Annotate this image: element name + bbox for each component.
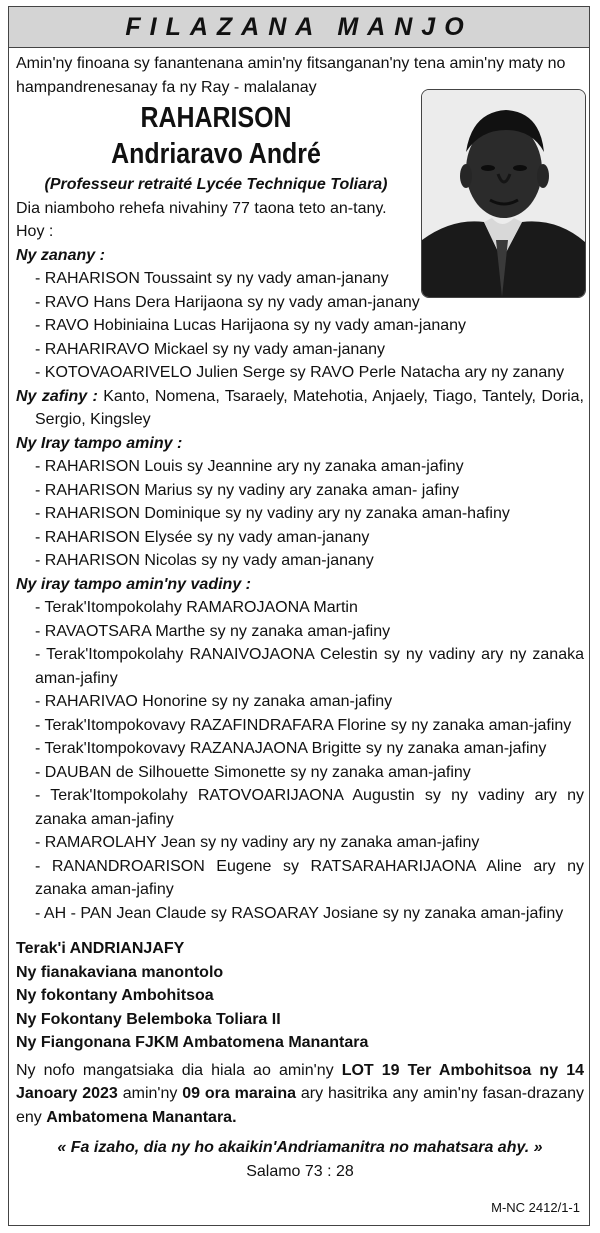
burial-text: Ny nofo mangatsiaka dia hiala ao amin'ny <box>16 1061 342 1079</box>
burial-text: amin'ny <box>117 1085 183 1102</box>
list-item: - DAUBAN de Silhouette Simonette sy ny zanaka aman-jafiny <box>35 763 471 781</box>
list-item: - RAHARISON Dominique sy ny vadiny ary ny zanaka aman-hafiny <box>35 505 510 522</box>
notice-header <box>9 7 589 48</box>
list-item: - RAHARISON Nicolas sy ny vady aman-janany <box>35 552 374 569</box>
list-item: - RAVO Hobiniaina Lucas Harijaona sy ny vady aman-janany <box>35 317 467 334</box>
siblings-heading: Ny Iray tampo aminy : <box>16 434 183 452</box>
list-item: - KOTOVAOARIVELO Julien Serge sy RAVO Perle Natacha ary ny zanany <box>35 364 565 381</box>
community-line: Ny Fiangonana FJKM Ambatomena Manantara <box>16 1034 369 1051</box>
burial-time: 09 ora maraina <box>182 1085 297 1102</box>
grandchildren-heading: Ny zafiny : <box>16 387 98 405</box>
community-line: Ny Fokontany Belemboka Toliara II <box>16 1010 281 1028</box>
deceased-given-names: Andriaravo André <box>111 138 321 170</box>
notice-body <box>16 52 584 1183</box>
list-item: - RAMAROLAHY Jean sy ny vadiny ary ny zanaka aman-jafiny <box>35 834 480 851</box>
list-item: - RAHARISON Marius sy ny vadiny ary zanaka aman- jafiny <box>35 481 460 499</box>
list-item: - RAVO Hans Dera Harijaona sy ny vady aman-janany <box>35 293 420 311</box>
community-line: Ny fokontany Ambohitsoa <box>16 987 214 1004</box>
spouse-siblings-heading: Ny iray tampo amin'ny vadiny : <box>16 575 251 593</box>
list-item: - Terak'Itompokolahy RAMAROJAONA Martin <box>35 599 358 616</box>
hoy-label: Hoy : <box>16 223 54 240</box>
burial-paragraph <box>16 1059 584 1130</box>
bible-verse: Salamo 73 : 28 <box>246 1162 354 1180</box>
list-item: - RAHARISON Louis sy Jeannine ary ny zanaka aman-jafiny <box>35 458 464 475</box>
list-item: - RAVAOTSARA Marthe sy ny zanaka aman-jafiny <box>35 622 391 640</box>
grandchildren-paragraph <box>16 385 584 432</box>
burial-text: ary hasitrika any amin'ny fasan-drazany eny <box>16 1085 585 1126</box>
reference-code: M-NC 2412/1-1 <box>491 1200 580 1215</box>
burial-location: LOT 19 Ter Ambohitsoa ny 14 Janoary 2023 <box>16 1061 584 1102</box>
bible-quote: « Fa izaho, dia ny ho akaikin'Andriamanitra no mahatsara ahy. » <box>57 1139 543 1156</box>
deceased-surname: RAHARISON <box>140 102 292 134</box>
children-heading: Ny zanany : <box>16 246 105 264</box>
list-item: - RAHARIRAVO Mickael sy ny vady aman-janany <box>35 340 386 358</box>
list-item: - Terak'Itompokovavy RAZANAJAONA Brigitte sy ny zanaka aman-jafiny <box>35 740 547 757</box>
death-notice: Dia niamboho rehefa nivahiny 77 taona teto an-tany. <box>16 199 387 217</box>
list-item: - RANANDROARISON Eugene sy RATSARAHARIJAONA Aline ary ny zanaka aman-jafiny <box>35 857 584 898</box>
deceased-title: (Professeur retraité Lycée Technique Toliara) <box>44 176 388 193</box>
burial-place: Ambatomena Manantara. <box>46 1108 237 1126</box>
list-item: - Terak'Itompokovavy RAZAFINDRAFARA Florine sy ny zanaka aman-jafiny <box>35 716 572 734</box>
notice-title: FILAZANA MANJO <box>125 13 473 41</box>
list-item: - RAHARISON Toussaint sy ny vady aman-janany <box>35 270 389 287</box>
list-item: - RAHARISON Elysée sy ny vady aman-janany <box>35 528 370 546</box>
intro-text: Amin'ny finoana sy fanantenana amin'ny fitsanganan'ny tena amin'ny maty no hampandrenesanay fa ny Ray - malalanay <box>16 55 566 96</box>
list-item: - Terak'Itompokolahy RANAIVOJAONA Celestin sy ny vadiny ary ny zanaka aman-jafiny <box>35 646 584 687</box>
section-gap <box>16 925 584 937</box>
list-item: - AH - PAN Jean Claude sy RASOARAY Josiane sy ny zanaka aman-jafiny <box>35 904 564 922</box>
community-line: Terak'i ANDRIANJAFY <box>16 940 185 957</box>
grandchildren-names: Kanto, Nomena, Tsaraely, Matehotia, Anjaely, Tiago, Tantely, Doria, Sergio, Kingsley <box>35 387 585 428</box>
community-line: Ny fianakaviana manontolo <box>16 963 224 981</box>
list-item: - RAHARIVAO Honorine sy ny zanaka aman-jafiny <box>35 693 393 710</box>
list-item: - Terak'Itompokolahy RATOVOARIJAONA Augustin sy ny vadiny ary ny zanaka aman-jafiny <box>35 787 584 828</box>
